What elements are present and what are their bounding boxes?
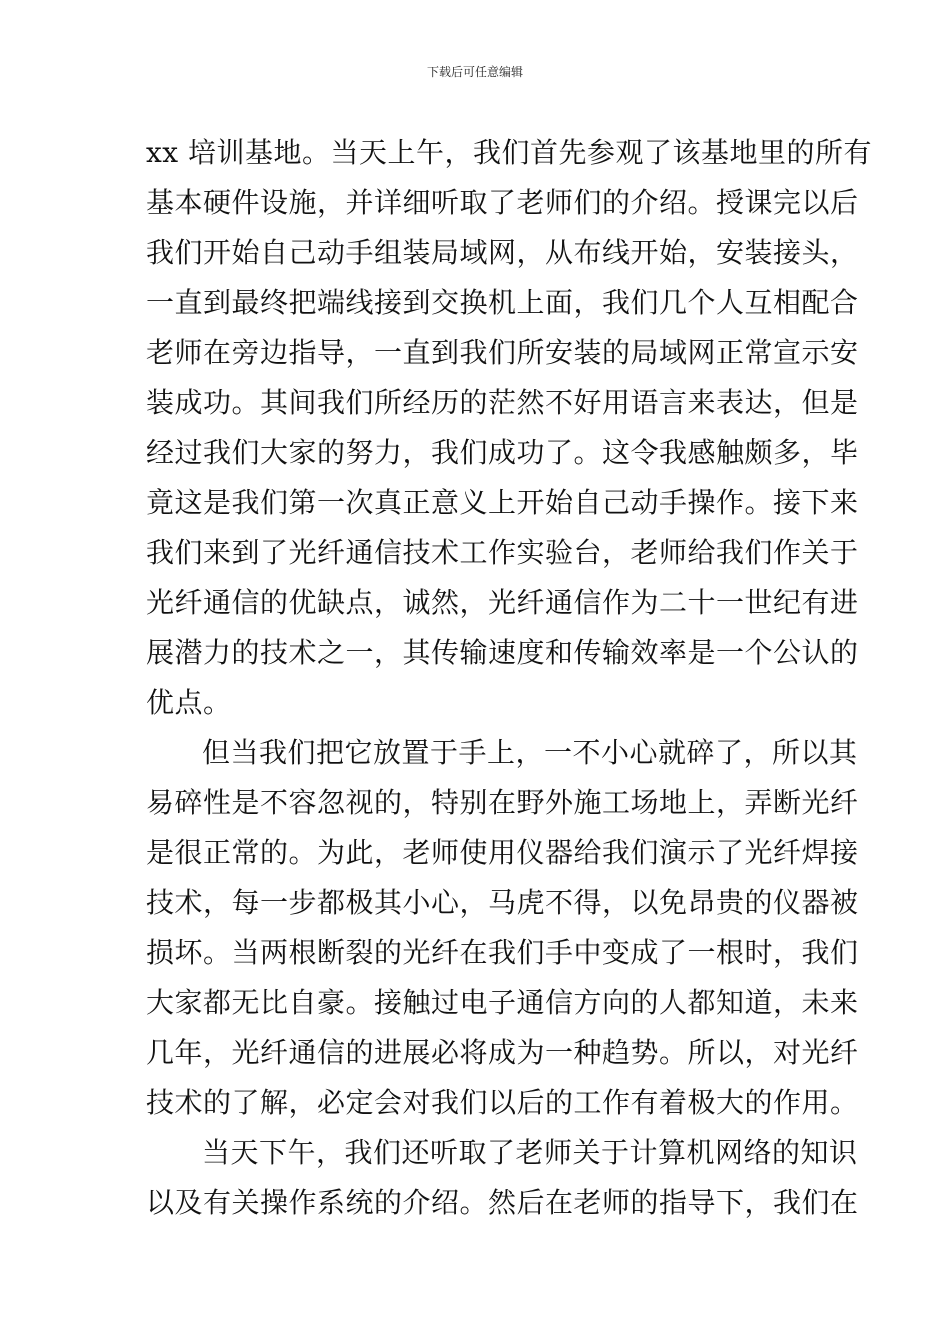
text-line: 损坏。当两根断裂的光纤在我们手中变成了一根时，我们 (146, 936, 859, 969)
text-line: 我们开始自己动手组装局域网，从布线开始，安装接头， (146, 236, 859, 269)
text-line: 技术的了解，必定会对我们以后的工作有着极大的作用。 (146, 1086, 859, 1119)
text-line: 装成功。其间我们所经历的茫然不好用语言来表达，但是 (146, 386, 859, 419)
text-line: 几年，光纤通信的进展必将成为一种趋势。所以，对光纤 (146, 1036, 859, 1069)
text-line: 大家都无比自豪。接触过电子通信方向的人都知道，未来 (146, 986, 859, 1019)
text-line: 技术，每一步都极其小心，马虎不得，以免昂贵的仪器被 (146, 886, 859, 919)
text-line: 竟这是我们第一次真正意义上开始自己动手操作。接下来 (146, 486, 859, 519)
text-line: 光纤通信的优缺点，诚然，光纤通信作为二十一世纪有进 (146, 586, 859, 619)
text-line: 以及有关操作系统的介绍。然后在老师的指导下，我们在 (146, 1186, 859, 1219)
text-line: 一直到最终把端线接到交换机上面，我们几个人互相配合 (146, 286, 859, 319)
page-header: 下载后可任意编辑 (426, 65, 523, 79)
text-line: 优点。 (146, 686, 232, 719)
paragraph-first-line: 当天下午，我们还听取了老师关于计算机网络的知识 (202, 1136, 858, 1169)
text-line: 我们来到了光纤通信技术工作实验台，老师给我们作关于 (146, 536, 859, 569)
paragraph-first-line: 但当我们把它放置于手上，一不小心就碎了，所以其 (202, 736, 858, 769)
document-body (146, 128, 872, 1228)
text-line: 老师在旁边指导，一直到我们所安装的局域网正常宣示安 (146, 336, 859, 369)
text-line: 经过我们大家的努力，我们成功了。这令我感触颇多，毕 (146, 436, 859, 469)
text-line: 基本硬件设施，并详细听取了老师们的介绍。授课完以后 (146, 186, 859, 219)
text-line: 易碎性是不容忽视的，特别在野外施工场地上，弄断光纤 (146, 786, 859, 819)
text-line: 是很正常的。为此，老师使用仪器给我们演示了光纤焊接 (146, 836, 859, 869)
text-line: 展潜力的技术之一，其传输速度和传输效率是一个公认的 (146, 636, 859, 669)
text-line: xx 培训基地。当天上午，我们首先参观了该基地里的所有 (146, 136, 872, 169)
